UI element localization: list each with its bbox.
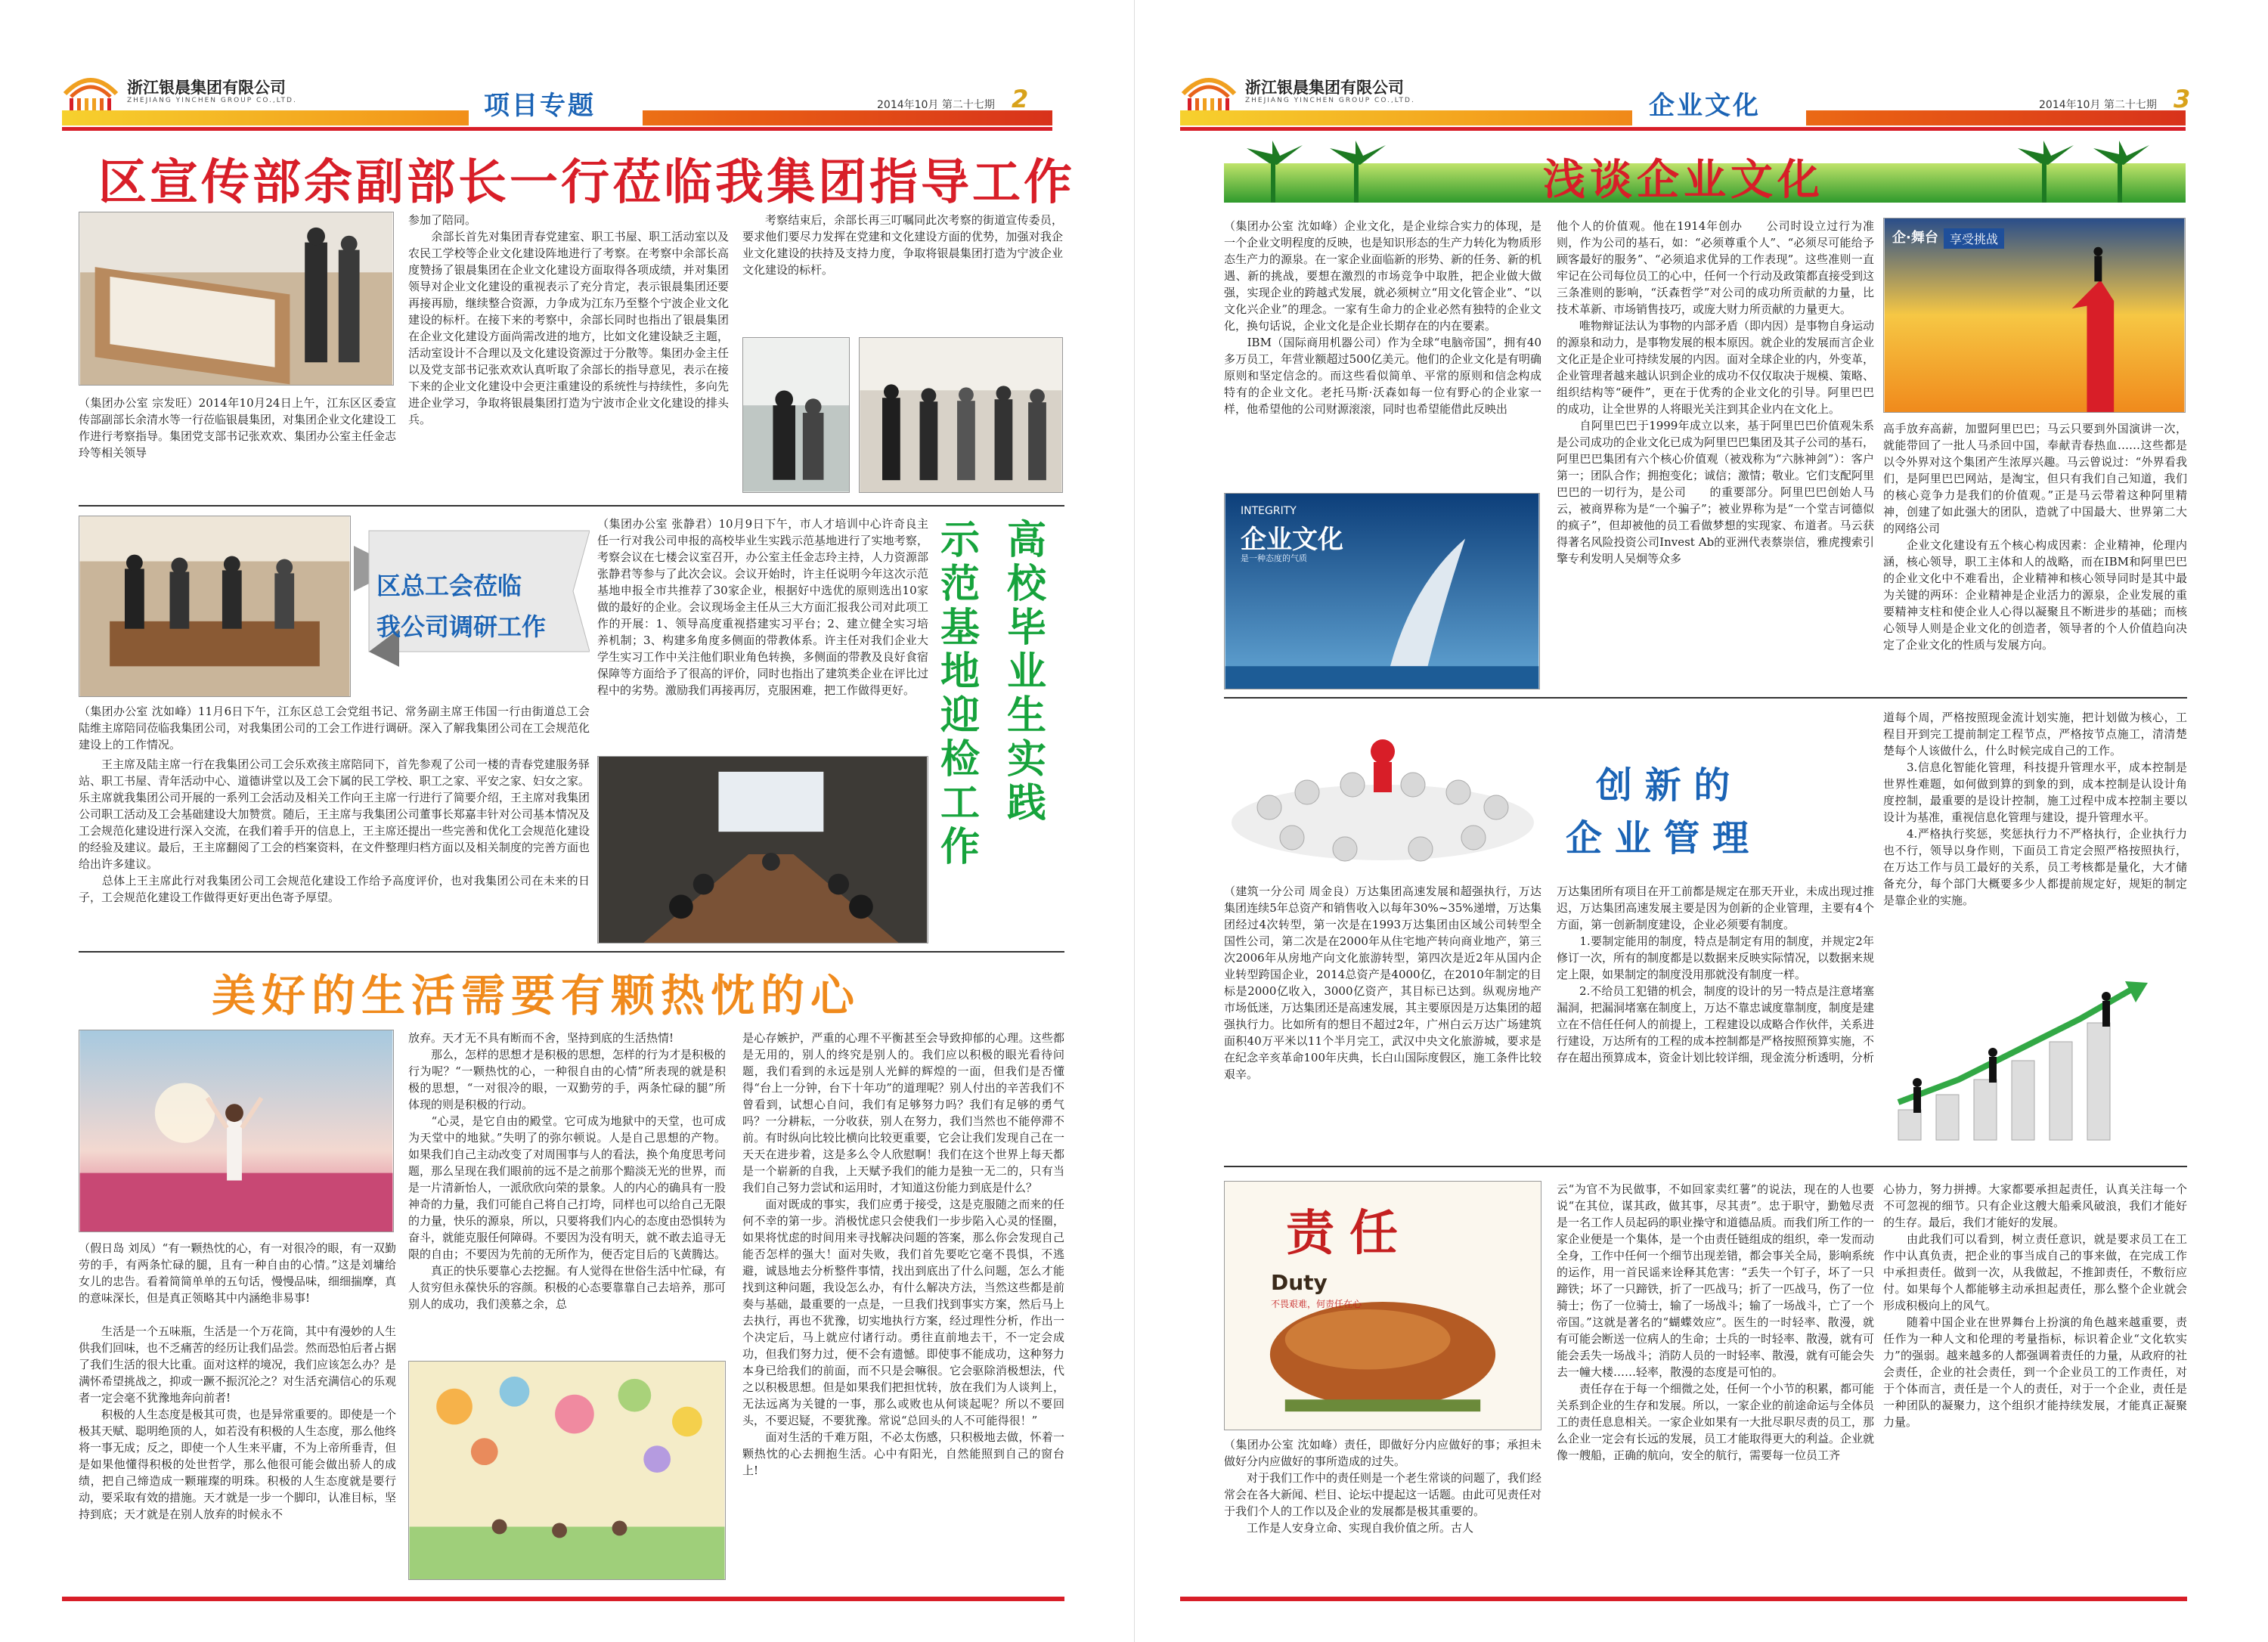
b2-col2: 万达集团所有项目在开工前都是规定在那天开业，未成出现过推迟，万达集团高速发展主要是因为创新的企业管理，主要有4个方面，第一创新制度建设，企业必须要有制度。 1.要制定能用的制度，特点是制定有用的制度，并规定2年修订一次，所有的制度都是以数据来反映实际情况，以数据来规定上限，如果制定的制度没用那就没有制度一样。 2.不给员工犯错的机会，制度的设计的另一特点是注意堵塞漏洞，把漏洞堵塞在制度上，万达不靠忠诚度靠制度，制度是建立在不信任任何人的前提上，工程建设以成略合作伙伴，关系进行建设，万达所有的工程的成本控制都是严格按照预算实施，不存在超出预算成本，资金计划比较详细，现金流分析透明，分析 xyxy=(1557,885,1874,1064)
challenge-promo-image xyxy=(1883,218,2186,413)
b2-title-line2: 企 业 管 理 xyxy=(1566,817,1749,860)
issue-label: 2014年10月 第二十七期 xyxy=(2039,99,2157,111)
ribbon-banner-icon xyxy=(354,516,590,688)
article2-title-line1: 区总工会莅临 xyxy=(376,572,522,600)
article3-body: （集团办公室 张静君）10月9日下午，市人才培训中心许奇良主任一行对我公司申报的高校毕业生实践示范基地进行了实地考察，考察会议在七楼会议室召开，办公室主任金志玲主持，人力资源部张静君等参与了此次会议。会议开始时，许主任说明今年这次示范基地申报全市共推荐了30家企业，根据好中选优的原则选出10家做的最好的企业。会议现场金主任从三大方面汇报我公司对此项工作的开展：1、领导高度重视搭建实习平台；2、建立健全实习培养机制；3、构建多角度多侧面的带教体系。许主任对我们企业大学生实习工作中关注他们职业角色转换，多侧面的带教及良好食宿保障等方面给予了很高的评价，同时也指出了建筑类企业在评比过程中的劣势。激励我们再接再厉，克服困难，把工作做得更好。 xyxy=(597,517,928,697)
promo-brand: 企·舞台 xyxy=(1892,230,1938,246)
divider xyxy=(1224,1166,2187,1167)
balloons-illustration xyxy=(408,1361,726,1580)
b1-col3: 高手放弃高薪，加盟阿里巴巴；马云只要到外国演讲一次，就能带回了一批人马杀回中国，奉献青春热血……这些都是以令外界对这个集团产生浓厚兴趣。马云曾说过：“外界看我们，是阿里巴巴网站，是淘宝，但只有我们自己知道，我们的核心竞争力是我们的价值观。”正是马云带着这种阿里精神，创建了如此强大的团队，造就了中国最大、世界第二大的网络公司 企业文化建设有五个核心构成因素：企业精神，伦理内涵，核心领导，职工主体和人的战略，而在IBM和阿里巴巴的企业文化中不难看出，企业精神和核心领导同时是其中最为关键的两环：企业精神是企业活力的源泉，企业发展的重要精神支柱和使企业人心得以凝聚且不断进步的基础；而核心领导人则是企业文化的创造者，领导者的个人价值趋向决定了企业文化的性质与发展方向。 xyxy=(1883,422,2187,652)
company-name-cn: 浙江银晨集团有限公司 xyxy=(1245,79,1404,97)
b1-col1: （集团办公室 沈如峰）企业文化，是企业综合实力的体现，是一个企业文明程度的反映，也是知识形态的生产力转化为物质形态生产力的源泉。在一家企业面临新的形势、新的任务、新的机遇、新的挑战，要想在激烈的市场竞争中取胜，把企业做大做强，实现企业的跨越式发展，就必须树立“用文化管企业”、“以文化兴企业”的理念。一家有生命力的企业必然有独特的企业文化，换句话说，企业文化是企业长期存在的内在要素。 IBM（国际商用机器公司）作为全球“电脑帝国”，拥有40多万员工，年营业额超过500亿美元。他们的企业文化是有明确原则和坚定信念的。而这些看似简单、平常的原则和信念构成 特有的企业文化。老托马斯·沃森如每一位有野心的企业家一样，他希望他的公司财源滚滚，同时也希望能借此反映出 xyxy=(1224,219,1541,416)
company-name-cn: 浙江银晨集团有限公司 xyxy=(127,79,286,97)
company-name-en: ZHEJIANG YINCHEN GROUP CO.,LTD. xyxy=(1245,97,1415,104)
company-logo-icon xyxy=(62,71,119,113)
article3-vtitle-2: 示范基地迎检工作 xyxy=(940,518,980,870)
issue-label: 2014年10月 第二十七期 xyxy=(877,99,995,111)
article1-caption: （集团办公室 宗发旺）2014年10月24日上午，江东区区委宣传部副部长余清水等一行莅临银晨集团，对集团企业文化建设工作进行考察指导。集团党支部书记张欢欢、集团办公室主任金志玲等相关领导 xyxy=(79,396,396,460)
meeting-photo-1 xyxy=(742,337,850,493)
header-rule xyxy=(1180,127,2186,131)
main-headline: 区宣传部余副部长一行莅临我集团指导工作 xyxy=(98,155,1075,211)
section-title: 项目专题 xyxy=(484,91,596,121)
union-visit-photo xyxy=(79,516,351,697)
b3-image-sub: 不畏艰难，何责任在心 xyxy=(1271,1299,1362,1309)
footer-rule xyxy=(1180,1597,2187,1601)
girl-in-flowers-photo xyxy=(79,1030,394,1232)
article4-col3: 是心存嫉护，严重的心理不平衡甚至会导致抑郁的心理。这些都是无用的，别人的终究是别人的。我们应以积极的眼光看待问题，我们看到的永远是别人光鲜的辉煌的一面，但我们是否懂得“台上一分钟，台下十年功”的道理呢？别人付出的辛苦我们不曾看到，试想心自问，我们有足够努力吗？我们有足够的勇气吗？一分耕耘，一分收获，别人在努力，我们当然也不能停滞不前。有时纵向比较比横向比较更重要，它会让我们发现自己在一天天在进步着，这是多么令人欣慰啊！我们在这个世界上每天都是一个崭新的自我，上天赋予我们的能力是独一无二的，只有当我们自己努力尝试和运用时，才知道这份能力到底是什么？ 面对既成的事实，我们应勇于接受，这是克服随之而来的任何不幸的第一步。消极忧虑只会使我们一步步陷入心灵的怪圈，如果将忧虑的时间用来寻找解决问题的答案，那么你会发现自己能否怎样的强大！面对失败，我们首先要吃它毫不畏惧，不逃避，诚恳地去分析整件事情，找出到底出了什么问题，怎么才能找到这种问题，我设怎么办，有什么解决方法，当然这些都是前奏与基础，最重要的一点是，一旦我们找到事实方案，然后马上去执行，再也不犹豫，切实地执行方案，经过理性分析，作出一个决定后，马上就应付诸行动。勇往直前地去干，不一定会成功，但我们努力过，便不会有遗憾。即使事不能成功，这种努力本身已给我们的前面，而不只是会嘛很。它会驱除消极想法，代之以积极思想。但是如果我们把担忧转，放在我们为人谈判上，无法远离为关键的一事，那么或败也从何谈起呢？所以不要回头，不要迟疑，不要犹豫。常说“总回头的人不可能得很！” 面对生活的千难万阻，不必太伤感，只积极地去做，怀着一颗热忱的心去拥抱生活。心中有阳光，自然能照到自己的窗台上! xyxy=(742,1031,1064,1477)
b3-col2: 云“为官不为民做事，不如回家卖红薯”的说法，现在的人也要说“在其位，谋其政，做其事，尽其责”。忠于职守，勤勉尽责是一名工作人员起码的职业操守和道德品质。而我们所工作的一家企业便是一个集体，是一个由责任链组成的组织，牵一发而动全身，工作中任何一个细节出现差错，都会事关全局，影响系统的运作，用一首民谣来诠释其危害：“丢失一个钉子，坏了一只蹄铁；坏了一只蹄铁，折了一匹战马；折了一匹战马，伤了一位骑士；伤了一位骑士，输了一场战斗；输了一场战斗，亡了一个帝国。”这就是著名的“蝴蝶效应”。医生的一时轻率、散漫，就有可能会断送一位病人的生命；士兵的一时轻率、散漫，就有可能会丢失一场战斗；消防人员的一时轻率、散漫，就有可能会失去一幢大楼……轻率，散漫的态度是可怕的。 责任存在于每一个细微之处，任何一个小节的积累，都可能关系到企业的生存和发展。所以，一家企业的前途命运与全体员工的责任息息相关。一家企业如果有一大批尽职尽责的员工，那么企业一定会有长远的发展，员工才能取得更大的利益。企业就像一艘船，正确的航向，安全的航行，需要每一位员工齐 xyxy=(1557,1182,1874,1462)
exhibition-photo xyxy=(79,212,394,386)
divider xyxy=(79,951,1064,953)
company-name-en: ZHEJIANG YINCHEN GROUP CO.,LTD. xyxy=(127,97,297,104)
banner-small-text: INTEGRITY xyxy=(1241,505,1297,517)
article4-col1: 生活是一个五味瓶，生活是一个万花筒，其中有漫妙的人生供我们回味，也不乏痛苦的经历让我们品尝。然而恐怕后者占据了我们生活的很大比重。面对这样的境况，我们应该怎么办？是满怀希望挑战之，抑或一蹶不振沉沦之？对生活充满信心的乐观者一定会毫不犹豫地奔向前者! 积极的人生态度是极其可贵，也是异常重要的。即使是一个极其天赋、聪明绝顶的人，如若没有积极的人生态度，那么他终将一事无成；反之，即使一个人生来平庸，不为上帝所垂青，但是如果他懂得积极的处世哲学，那么他很可能会做出骄人的成绩，把自己缔造成一颗璀璨的明珠。积极的人生态度就是要行动，要采取有效的措施。天才就是一步一个脚印，认准目标，坚持到底；天才就是在别人放弃的时候永不 xyxy=(79,1324,396,1521)
b3-col1: （集团办公室 沈如峰）责任，即做好分内应做好的事；承担未做好分内应做好的事所造成的过失。 对于我们工作中的责任则是一个老生常谈的问题了，我们经常会在各大新闻、栏目、论坛中提起这一话题。由此可见责任对于我们个人的工作以及企业的发展都是极其重要的。 工作是人安身立命、实现自我价值之所。古人 xyxy=(1224,1438,1541,1535)
b2-col1: （建筑一分公司 周金良）万达集团高速发展和超强执行，万达集团连续5年总资产和销售收入以每年30%~35%递增，万达集团经过4次转型，第一次是在1993万达集团由区域公司转型全国性公司，第二次是在2000年从住宅地产转向商业地产，第三次2006年从房地产向文化旅游转型，第四次是近2年从国内企业转型跨国企业，2014总资产是4000亿，在2010年制定的目标是2000亿收入，3000亿资产，其目标已达到。纵观房地产市场低迷，万达集团还是高速发展，其主要原因是万达集团的超强执行力。比如所有的想目不超过2年，广州白云万达广场建筑面积40万平米以11个半月完工，武汉中央文化旅游城，要求是在纪念辛亥革命100年庆典，长白山国际度假区，施工条件比较艰辛。 xyxy=(1224,885,1541,1081)
divider xyxy=(1224,697,2187,699)
conference-photo xyxy=(597,756,928,943)
article2-body: 王主席及陆主席一行在我集团公司工会乐欢孩主席陪同下，首先参观了公司一楼的青春党建服务驿站、职工书屋、青年活动中心、道德讲堂以及工会下属的民工学校、职工之家、平安之家、妇女之家。乐主席就我集团公司开展的一系列工会活动及相关工作向王主席一行进行了简要介绍，王主席对我集团公司职工活动及工会基础建设大加赞赏。随后，王主席与我集团公司董事长郑嘉丰针对公司基本情况及工会规范化建设进行深入交流，在我们着手开的信息上，王主席还提出一些完善和优化工会规范化建设的经验及建议。最后，王主席翻阅了工会的档案资料，在文件整理归档方面以及相关制度的完善方面也给出许多建议。 总体上王主席此行对我集团公司工会规范化建设工作给予高度评价，也对我集团公司在未来的日子，工会规范化建设工作做得更好更出色寄予厚望。 xyxy=(79,757,590,904)
promo-title: 享受挑战 xyxy=(1944,228,2004,249)
company-logo-icon xyxy=(1180,71,1238,113)
page-3 xyxy=(1134,0,2268,1642)
growth-chart-image xyxy=(1883,974,2187,1158)
article2-title-line2: 我公司调研工作 xyxy=(376,612,547,641)
divider xyxy=(79,505,1064,507)
banner-big-text: 企业文化 xyxy=(1241,525,1343,555)
b1-col2: 他个人的价值观。他在1914年创办 公司时设立过行为准则，作为公司的基石，如：“必须尊重个人”、“必须尽可能给予顾客最好的服务”、“必须追求优异的工作表现”。这些准则一直牢记在公司每位员工的心中，任何一个行动及政策都直接受到这三条准则的影响，“沃森哲学”对公司的成功所贡献的力量，比技术革新、市场销售技巧，或庞大财力所贡献的力量更大。 唯物辩证法认为事物的内部矛盾（即内因）是事物自身运动的源泉和动力，是事物发展的根本原因。就企业的发展而言企业文化正是企业可持续发展的内因。面对全球企业的内，外变革，企业管理者越来越认识到企业的成功不仅仅取决于规模、策略、组织结构等“硬件”，更在于优秀的企业文化的引导。阿里巴巴的成功，让全世界的人将眼光关注到其企业内在文化上。 自阿里巴巴于1999年成立以来，基于阿里巴巴价值观朱系是公司成功的企业文化已成为阿里巴巴集团及其子公司的基石，阿里巴巴集团有六个核心价值观（被戏称为“六脉神剑”）：客户第一；团队合作；拥抱变化；诚信；激情；敬业。它们支配阿里巴巴的一切行为，是公司 的重要部分。阿里巴巴创始人马云，被商界称为是“一个骗子”；被业界称为是“一个堂吉诃德似的疯子”，但却被他的员工看做梦想的实现家、布道者。马云获得著名风险投资公司Invest Ab的亚洲代表蔡崇信，雅虎搜索引擎专利发明人吴炯等众多 xyxy=(1557,219,1874,565)
b2-title-line1: 创 新 的 xyxy=(1596,764,1730,807)
b3-image-text: 责任 xyxy=(1286,1206,1413,1262)
article4-col2: 放弃。天才无不具有断而不舍，坚持到底的生活热情! 那么，怎样的思想才是积极的思想，怎样的行为才是积极的行为呢？“一颗热忱的心，一种很自由的心情”所表现的就是积极的思想，“一对很冷的眼，一双勤劳的手，两条忙碌的腿”所体现的则是积极的行动。 “心灵，是它自由的殿堂。它可成为地狱中的天堂，也可成为天堂中的地狱。”失明了的弥尔顿说。人是自己思想的产物。如果我们自己主动改变了对周围事与人的看法，换个角度思考问题，那么呈现在我们眼前的远不是之前那个黯淡无光的世界，而是一片清新怡人，一派欣欣向荣的景象。人的内心的确具有一股神奇的力量，我们可能自己将自己打垮，同样也可以给自己无限的力量，快乐的源泉，所以，只要将我们内心的态度由恐惧转为奋斗，就能克服任何障碍。不要因为没有明天，就不敢去追寻无限的自由；不要因为先前的无所作为，便否定目后的飞黄腾达。 真正的快乐要靠心去挖掘。有人觉得在世俗生活中忙碌，有人贫穷但永葆快乐的容颜。积极的心态要靠靠自己去培养，那可别人的成功，我们羡慕之余，总 xyxy=(408,1031,726,1311)
page-number: 2 xyxy=(1012,85,1029,113)
article3-vtitle-1: 高校毕业生实践 xyxy=(1006,518,1046,826)
article2-caption: （集团办公室 沈如峰）11月6日下午，江东区总工会党组书记、常务副主席王伟国一行由街道总工会陆维主席陪同莅临我集团公司，对我集团公司的工会工作进行调研。深入了解我集团公司在工会规范化建设上的工作情况。 xyxy=(79,705,590,751)
b3-image-en: Duty xyxy=(1271,1270,1328,1295)
article4-caption: （假日岛 刘凤）“有一颗热忱的心，有一对很冷的眼，有一双勤劳的手，有两条忙碌的腿，且有一种自由的心情。”这是刘墉给女儿的忠告。看着简简单单的五句话，慢慢品味，细细揣摩，真的意味深长，但是真正领略其中内涵绝非易事! xyxy=(79,1241,396,1305)
meeting-photo-2 xyxy=(859,337,1063,493)
footer-rule xyxy=(62,1597,1064,1601)
banner-subtext: 是一种态度的气质 xyxy=(1241,553,1307,563)
b2-col3: 道每个周，严格按照现金流计划实施，把计划做为核心，工程目开到完工提前制定工程节点，严格按节点施工，清清楚楚每个人该做什么，什么时候完成自己的工作。 3.信息化智能化管理，科技提升管理水平，成本控制是世界性难题，如何做到算的到象的到，成本控制是认设计角度控制，最重要的是设计控制，施工过程中成本控制主要以设计为基准，重视信息化管理与建设，提升管理水平。 4.严格执行奖惩，奖惩执行力不严格执行，企业执行力也不行，领导以身作则，下面员工肯定会照严格按照执行，在万达工作与员工最好的关系，员工考核都是量化，大才储备充分，每个部门大概要多少人都提前规定好，规矩的制定是靠企业的实施。 xyxy=(1883,711,2187,907)
page-number: 3 xyxy=(2174,85,2191,113)
teamwork-figures-image xyxy=(1224,709,1541,874)
article1-col2: 参加了陪同。 余部长首先对集团青春党建室、职工书屋、职工活动室以及农民工学校等企业文化建设阵地进行了考察。在考察中余部长高度赞扬了银晨集团在企业文化建设方面取得各项成绩，并对集团领导对企业文化建设的重视表示了充分肯定，表示银晨集团还要再接再励，继续整合资源，力争成为江东乃至整个宁波企业文化建设的标杆。在接下来的考察中，余部长同时也指出了银晨集团在企业文化建设方面尚需改进的地方，比如文化建设缺乏主题，活动室设计不合理以及文化建设资源过于分散等。集团办金主任以及党支部书记张欢欢认真听取了余部长的指导意见，表示在接下来的企业文化建设中会更注重建设的系统性与持续性，多向先进企业学习，争取将银晨集团打造为宁波市企业文化建设的排头兵。 xyxy=(408,213,729,426)
article4-headline: 美好的生活需要有颗热忱的心 xyxy=(212,970,861,1021)
article1-col3: 考察结束后，余部长再三叮嘱同此次考察的街道宣传委员，要求他们要尽力发挥在党建和文化建设方面的优势，加强对我企业文化建设的扶持及支持力度，争取将银晨集团打造为宁波企业文化建设的标杆。 xyxy=(742,213,1063,277)
section-title: 企业文化 xyxy=(1649,91,1761,121)
b3-col3: 心协力，努力拼搏。大家都要承担起责任，认真关注每一个不可忽视的细节。只有企业这艘大船乘风破浪，我们才能好的生存。最后，我们才能好的发展。 由此我们可以看到，树立责任意识，就是要求员工在工作中认真负责，把企业的事当成自己的事来做，在完成工作中承担责任。做到一次，从我做起，不推卸责任，不敷衍应付。如果每个人都能够主动承担起责任，那么整个企业就会形成积极向上的风气。 随着中国企业在世界舞台上扮演的角色越来越重要，责任作为一种人文和伦理的考量指标，标识着企业“文化软实力”的强弱。越来越多的人都强调着责任的力量，从政府的社会责任，企业的社会责任，到一个企业员工的工作责任，对于个体而言，责任是一个人的责任，对于一个企业，责任是一种团队的凝聚力，这个组织才能持续发展，才能真正凝聚力量。 xyxy=(1883,1182,2187,1429)
main-headline: 浅谈企业文化 xyxy=(1543,156,1824,205)
header-rule xyxy=(62,127,1052,131)
